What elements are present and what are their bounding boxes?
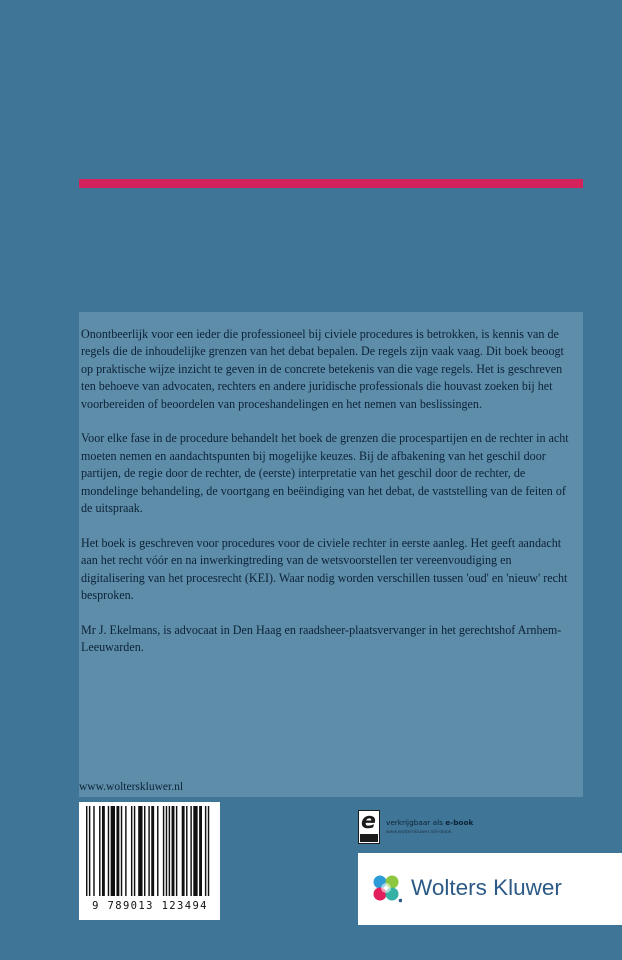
ebook-label-bold: e-book <box>445 818 474 827</box>
blurb-paragraph-1: Onontbeerlijk voor een ieder die professioneel bij civiele procedures is betrokken, is kennis van de regels die de inhoudelijke grenzen van het debat bepalen. De regels zijn vaak vaag. Dit boek beoogt op praktische wijze inzicht te geven in de concrete betekenis van die vage regels. Het is geschreven ten behoeve van advocaten, rechters en andere juridische professionals die houvast zoeken bij het voorbereiden of beoordelen van proceshandelingen en het nemen van beslissingen. <box>81 327 564 411</box>
ebook-label <box>386 818 473 827</box>
blurb-paragraph-2: Voor elke fase in de procedure behandelt het boek de grenzen die procespartijen en de rechter in acht moeten nemen en aandachtspunten bij mogelijke keuzes. Bij de afbakening van het geschil door partijen, de regie door de rechter, de (eerste) interpretatie van het geschil door de rechter, de mondelinge behandeling, de voortgang en beëindiging van het debat, de vaststelling van de feiten of de uitspraak. <box>81 431 569 516</box>
ebook-e-icon: e <box>358 810 380 844</box>
publisher-logo-box <box>358 853 622 925</box>
barcode-bars <box>82 806 217 898</box>
isbn-barcode <box>79 802 220 920</box>
publisher-website: www.wolterskluwer.nl <box>79 781 184 793</box>
ebook-badge <box>358 807 566 849</box>
author-bio: Mr J. Ekelmans, is advocaat in Den Haag en raadsheer-plaatsvervanger in het gerechtshof Arnhem-Leeuwarden. <box>81 622 562 655</box>
isbn-number: 9 789013 123494 <box>92 900 208 912</box>
accent-bar <box>79 179 583 188</box>
blurb-paragraph-3: Het boek is geschreven voor procedures voor de civiele rechter in eerste aanleg. Het geeft aandacht aan het recht vóór en na inwerkingtreding van de wetsvoorstellen ter vereenvoudiging en digitalisering van het procesrecht (KEI). Waar nodig worden verschillen tussen 'oud' en 'nieuw' recht besproken. <box>81 535 568 603</box>
wolters-kluwer-globe-logo <box>370 872 402 904</box>
publisher-name: Wolters Kluwer <box>411 875 562 900</box>
back-cover-blurb <box>81 326 577 657</box>
ebook-label-prefix: verkrijgbaar als <box>386 818 446 827</box>
ebook-url: www.wolterskluwer.nl/e-book <box>386 830 452 835</box>
